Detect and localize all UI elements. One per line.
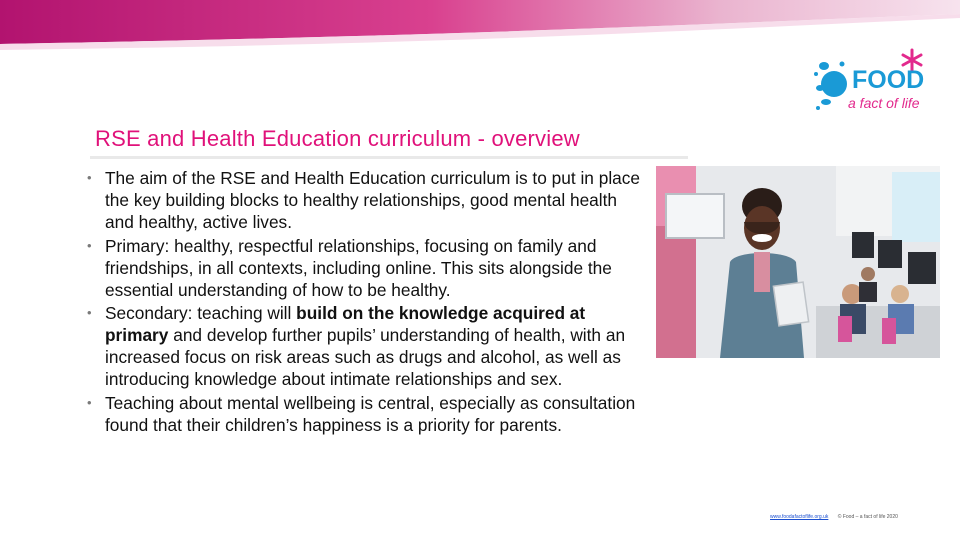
food-a-fact-of-life-logo (812, 44, 932, 122)
bullet-item (84, 302, 644, 390)
bullet-text: The aim of the RSE and Health Education curriculum is to put in place the key building blocks to healthy relationships, good mental health and healthy, active lives. (105, 168, 641, 232)
bullet-item (84, 392, 644, 436)
logo-tagline: a fact of life (848, 95, 920, 111)
footer (770, 514, 898, 520)
bullet-text: Teaching about mental wellbeing is central, especially as consultation found that their children’s happiness is a priority for parents. (105, 392, 636, 435)
bullet-text: Primary: healthy, respectful relationships, focusing on family and friendships, in all contexts, including online. This sits alongside the essential understanding of how to be healthy. (105, 235, 612, 300)
page-title: RSE and Health Education curriculum - overview (95, 126, 580, 151)
bullet-bold-text: build on the knowledge acquired at primary (105, 303, 586, 345)
footer-copyright: © Food – a fact of life 2020 (837, 514, 898, 520)
bullet-dot-icon: • (87, 170, 92, 185)
footer-website-link[interactable]: www.foodafactoflife.org.uk (770, 514, 829, 520)
bullet-dot-icon: • (87, 394, 92, 410)
bullet-item (84, 235, 644, 301)
title-divider (90, 156, 688, 159)
bullet-item (84, 167, 644, 233)
bullet-text-part: and develop further pupils’ understanding of health, with an increased focus on risk areas such as drugs and alcohol, as well as introducing knowledge about intimate relationships and sex. (105, 325, 626, 389)
classroom-photo (656, 166, 940, 358)
bullet-list (84, 167, 644, 437)
bullet-dot-icon: • (87, 237, 92, 253)
bullet-dot-icon: • (87, 305, 92, 320)
classroom-teacher-photo-icon (656, 166, 940, 358)
logo-wordmark: FOOD (852, 66, 925, 94)
bullet-text-part: Secondary: teaching will (105, 303, 297, 323)
